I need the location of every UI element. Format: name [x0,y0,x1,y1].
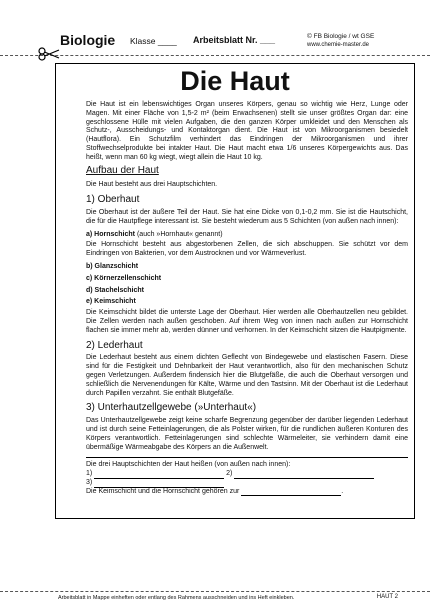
glanzschicht-item [86,263,408,272]
hornschicht-label: a) Hornschicht [86,230,136,238]
answer-number-2: 2) [226,470,233,478]
stachelschicht-label: d) Stachelschicht [86,286,144,294]
worksheet-number-field: Arbeitsblatt Nr. ___ [193,35,276,45]
copyright-block [307,32,374,50]
keimschicht-item [86,298,408,307]
hornschicht-item [86,231,408,240]
stachelschicht-item [86,287,408,296]
koernerzellenschicht-item [86,275,408,284]
glanzschicht-label: b) Glanzschicht [86,262,139,270]
keimschicht-text: Die Keimschicht bildet die unterste Lage der Oberhaut. Hier werden alle Oberhautzellen neu gebildet. Die Zellen werden nach außen geschoben. Auf ihrem Weg von innen nach außen zur Hornschicht flachen sie immer mehr ab, werden dünner und verhornen. In der Keimschicht sitzen die Hautpigmente. [86,309,408,334]
worksheet-header [56,30,420,62]
oberhaut-heading: 1) Oberhaut [86,194,140,206]
question-2-text: Die Keimschicht und die Hornschicht gehören zur [86,487,240,495]
answer-field-2[interactable] [234,478,374,479]
keimschicht-label: e) Keimschicht [86,298,136,306]
scissors-icon [38,47,60,61]
intro-paragraph: Die Haut ist ein lebenswichtiges Organ unseres Körpers, genau so wichtig wie Herz, Lunge oder Magen. Mit einer Fläche von 1,5-2 m² (beim Erwachsenen) stellt sie unser größtes Organ dar: eine geschlossene Hülle mit vielen Aufgaben, die den ganzen Körper umkleidet und den Menschen als Schutz-, Ausscheidungs- und Kontaktorgan dient. Die Haut ist von Mikroorganismen besiedelt (Hautflora). Ein Schutzfilm verhindert das Eindringen der Mikroorganismen und ihrer Stoffwechselprodukte bei intakter Haut. Die Haut macht etwa 1/6 unseres Körpergewichts aus. Das heißt, wenn man 60 kg wiegt, wiegt allein die Haut 10 kg. [86,101,408,161]
answer-row-1 [86,470,408,479]
class-field: Klasse ____ [130,36,177,46]
oberhaut-text: Die Oberhaut ist der äußere Teil der Haut. Sie hat eine Dicke von 0,1-0,2 mm. Sie ist die Hautschicht, die für die Hautpflege interessant ist. Sie besteht wiederum aus 5 Schichten (von außen nach innen): [86,208,408,225]
aufbau-text: Die Haut besteht aus drei Hauptschichten. [86,181,218,189]
aufbau-heading: Aufbau der Haut [86,164,159,176]
footer-page-label: HAUT 2 [376,594,398,600]
question-divider [86,457,408,458]
question-2-end: . [341,487,344,495]
unterhaut-heading: 3) Unterhautzellgewebe (»Unterhaut«) [86,402,257,414]
unterhaut-text: Das Unterhautzellgewebe zeigt keine scharfe Begrenzung gegenüber der darüber liegenden Lederhaut und ist durch seine Fetteinlagerungen, die als Polster wirken, für die rundlichen äußeren Konturen des Körpers verantwortlich. Fetteinlagerungen sind schlechte Wärmeleiter, sie verhindern damit eine übermäßige Wärmeabgabe des Körpers an die Außenwelt. [86,417,408,451]
koernerzellenschicht-label: c) Körnerzellenschicht [86,274,162,282]
question-2-row [86,488,408,497]
hornschicht-note: (auch »Hornhaut« genannt) [136,230,223,238]
footer-instruction: Arbeitsblatt in Mappe einheften oder entlang des Rahmens ausschneiden und ins Heft einkleben. [58,595,295,601]
copyright-text: © FB Biologie / wt GSE [307,33,375,40]
lederhaut-text: Die Lederhaut besteht aus einem dichten Geflecht von Bindegewebe und elastischen Fasern. Diese sind für die Festigkeit und Dehnbarkeit der Haut verantwortlich, also für den mechanischen Schutz gegen Verletzungen. Außerdem findensich hier die Blutgefäße, die auch die Oberhaut versorgen und schließlich die Nervenendungen für Kälte, Wärme und den Tastsinn. Mit der Oberhaut ist die Lederhaut durch Papillen verzahnt. Sie enthält Blutgefäße. [86,354,408,397]
website-url: www.chemie-master.de [307,42,370,48]
answer-field-4[interactable] [241,495,341,496]
cut-line-top [0,55,430,56]
lederhaut-heading: 2) Lederhaut [86,339,143,351]
answer-number-1: 1) [86,470,93,478]
answer-row-2 [86,479,408,488]
hornschicht-text: Die Hornschicht besteht aus abgestorbenen Zellen, die sich abschuppen. Sie schützt vor dem Eindringen von Bakterien, vor dem Austrocknen und vor Wärmeverlust. [86,241,408,258]
page-title: Die Haut [180,66,290,96]
cut-line-bottom [0,591,430,592]
question-1: Die drei Hauptschichten der Haut heißen (von außen nach innen): [86,461,291,469]
worksheet-body [86,101,408,496]
subject-label: Biologie [60,32,116,48]
answer-number-3: 3) [86,478,93,486]
